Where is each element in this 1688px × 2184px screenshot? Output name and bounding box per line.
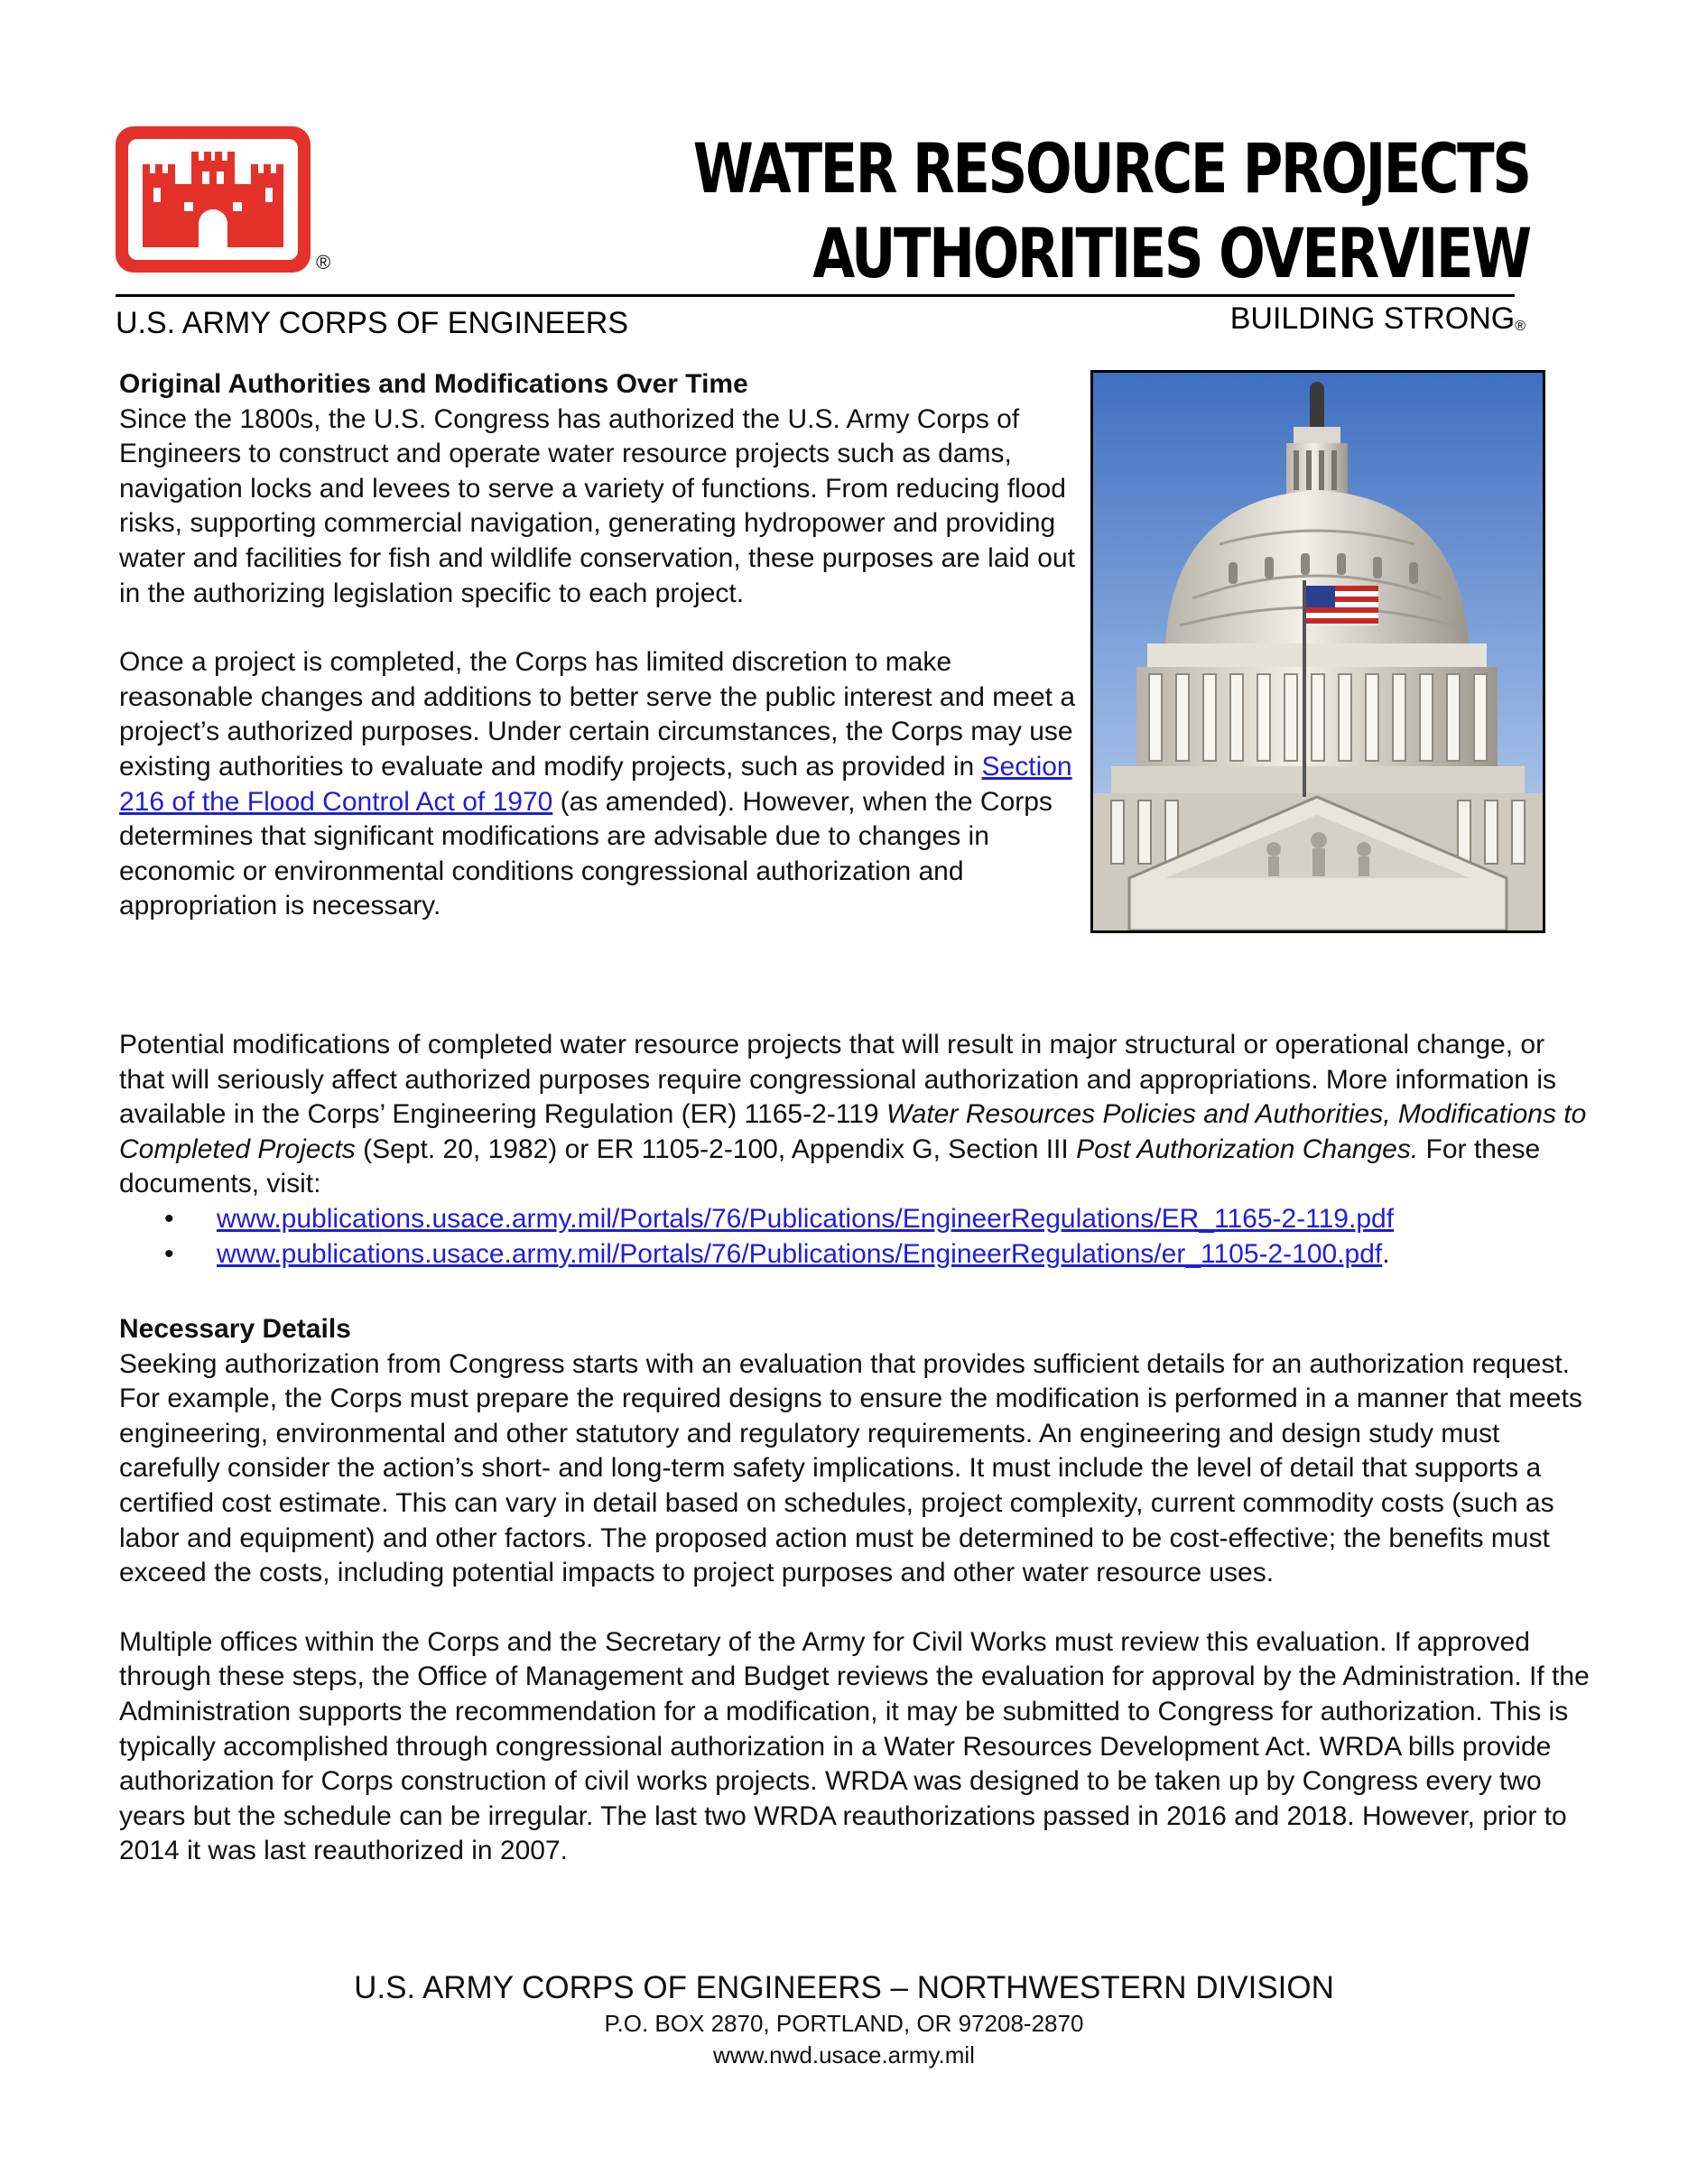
paragraph-authorities-history: Since the 1800s, the U.S. Congress has authorized the U.S. Army Corps of Engineers to construct and operate water resource projects such as dams, navigation locks and levees to serve a variety of functions. From reducing flood risks, supporting commercial navigation, generating hydropower and providing water and facilities for fish and wildlife conservation, these purposes are laid out in the authorizing legislation specific to each project. bbox=[119, 403, 1075, 608]
document-title bbox=[693, 126, 1530, 296]
section-heading-necessary-details: Necessary Details bbox=[119, 1314, 351, 1344]
page-footer bbox=[0, 1969, 1688, 2070]
link-trailing-period: . bbox=[1382, 1238, 1390, 1269]
capitol-dome-illustration bbox=[1093, 373, 1543, 930]
castle-icon bbox=[139, 148, 287, 251]
paragraph-potential-modifications-text: Potential modifications of completed water resource projects that will result in major structural or operational change, or that will seriously affect authorized purposes require congressional authorization and appropriations. More information is available in the Corps’ Engineering Regulation (ER) 1165-2-119 bbox=[119, 1030, 1556, 1130]
footer-address: P.O. BOX 2870, PORTLAND, OR 97208-2870 bbox=[604, 2010, 1084, 2037]
appendix-g-title: Post Authorization Changes. bbox=[1076, 1134, 1419, 1164]
footer-website: www.nwd.usace.army.mil bbox=[713, 2041, 975, 2068]
list-item bbox=[119, 1237, 1591, 1272]
bullet: • bbox=[164, 1203, 174, 1234]
er-1105-2-100-link[interactable]: www.publications.usace.army.mil/Portals/76/Publications/EngineerRegulations/er_1105-2-100.pdf bbox=[217, 1238, 1383, 1269]
paragraph-limited-discretion bbox=[119, 645, 1076, 924]
section-heading-original-authorities: Original Authorities and Modifications Over Time bbox=[119, 369, 748, 399]
tagline bbox=[1230, 301, 1526, 337]
paragraph-potential-modifications bbox=[119, 1028, 1591, 1202]
list-item bbox=[119, 1202, 1591, 1237]
paragraph-potential-modifications-mid: (Sept. 20, 1982) or ER 1105-2-100, Appendix G, Section III bbox=[355, 1134, 1077, 1164]
org-name: U.S. ARMY CORPS OF ENGINEERS bbox=[116, 306, 629, 340]
header-rule bbox=[116, 294, 1515, 297]
paragraph-limited-discretion-rest: (as amended). However, when the Corps determines that significant modifications are advisable due to changes in economic or environmental conditions congressional authorization and appropriation is necessary. bbox=[119, 786, 1053, 921]
bullet: • bbox=[164, 1238, 174, 1269]
title-line-1: WATER RESOURCE PROJECTS bbox=[693, 128, 1530, 208]
regulation-links-list bbox=[119, 1202, 1591, 1272]
paragraph-limited-discretion-text: Once a project is completed, the Corps has limited discretion to make reasonable changes and additions to better serve the public interest and meet a project’s authorized purposes. Under certain circumstances, the Corps may use existing authorities to evaluate and modify projects, such as provided in bbox=[119, 647, 1076, 782]
paragraph-review-process: Multiple offices within the Corps and the Secretary of the Army for Civil Works must review this evaluation. If approved through these steps, the Office of Management and Budget reviews the evaluation for approval by the Administration. If the Administration supports the recommendation for a modification, it may be submitted to Congress for authorization. This is typically accomplished through congressional authorization in a Water Resources Development Act. WRDA bills provide authorization for Corps construction of civil works projects. WRDA was designed to be taken up by Congress every two years but the schedule can be irregular. The last two WRDA reauthorizations passed in 2016 and 2018. However, prior to 2014 it was last reauthorized in 2007. bbox=[119, 1626, 1590, 1866]
tagline-text: BUILDING STRONG bbox=[1229, 301, 1516, 336]
capitol-dome-photo bbox=[1090, 370, 1545, 933]
section-modifications-detail bbox=[119, 1028, 1591, 1272]
section-original-authorities bbox=[119, 367, 1076, 924]
flood-control-act-link[interactable]: Section 216 of the Flood Control Act of 1970 bbox=[119, 751, 1072, 817]
paragraph-potential-modifications-end: For these documents, visit: bbox=[119, 1134, 1541, 1199]
tagline-registered-mark: ® bbox=[1515, 319, 1526, 334]
paragraph-seeking-authorization: Seeking authorization from Congress starts with an evaluation that provides sufficient details for an authorization request. For example, the Corps must prepare the required designs to ensure the modification is performed in a manner that meets engineering, environmental and other statutory and regulatory requirements. An engineering and design study must carefully consider the action’s short- and long-term safety implications. It must include the level of detail that supports a certified cost estimate. This can vary in detail based on schedules, project complexity, current commodity costs (such as labor and equipment) and other factors. The proposed action must be determined to be cost-effective; the benefits must exceed the costs, including potential impacts to project purposes and other water resource uses. bbox=[119, 1348, 1582, 1588]
footer-division-name: U.S. ARMY CORPS OF ENGINEERS – NORTHWESTERN DIVISION bbox=[354, 1970, 1334, 2005]
section-necessary-details bbox=[119, 1312, 1591, 1869]
registered-mark: ® bbox=[316, 251, 331, 273]
title-line-2: AUTHORITIES OVERVIEW bbox=[812, 213, 1530, 293]
er-1165-title: Water Resources Policies and Authorities, Modifications to Completed Projects bbox=[119, 1099, 1587, 1164]
usace-logo bbox=[116, 126, 311, 273]
er-1165-2-119-link[interactable]: www.publications.usace.army.mil/Portals/76/Publications/EngineerRegulations/ER_1165-2-119.pdf bbox=[217, 1203, 1395, 1234]
